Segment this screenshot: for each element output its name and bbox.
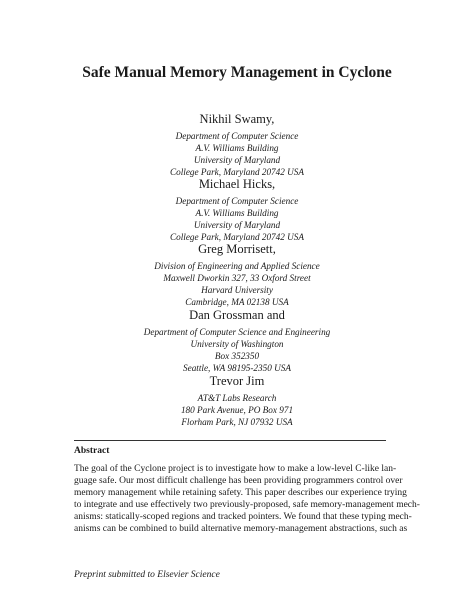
paper-title: Safe Manual Memory Management in Cyclone	[82, 64, 392, 81]
author-name: Nikhil Swamy,	[199, 112, 275, 126]
author-affiliation	[0, 195, 474, 243]
author-name: Michael Hicks,	[198, 177, 276, 191]
affiliation-line: Department of Computer Science	[175, 196, 299, 206]
author-name: Dan Grossman and	[189, 308, 285, 322]
affiliation-line: Florham Park, NJ 07932 USA	[181, 417, 293, 427]
abstract-top-rule	[74, 440, 386, 441]
affiliation-line: Department of Computer Science and Engineering	[143, 327, 331, 337]
abstract-line: to integrate and use effectively two previously-proposed, safe memory-management mech-	[74, 500, 420, 511]
abstract-line: guage safe. Our most difficult challenge has been providing programmers control over	[74, 476, 403, 487]
abstract-line: anisms: statically-scoped regions and tracked pointers. We found that these typing mech-	[74, 512, 412, 523]
affiliation-line: Cambridge, MA 02138 USA	[185, 297, 289, 307]
affiliation-line: 180 Park Avenue, PO Box 971	[180, 405, 294, 415]
abstract-heading: Abstract	[74, 446, 110, 456]
affiliation-line: Department of Computer Science	[175, 131, 299, 141]
abstract-line: The goal of the Cyclone project is to investigate how to make a low-level C-like lan-	[74, 464, 397, 474]
affiliation-line: Division of Engineering and Applied Science	[154, 261, 320, 271]
abstract-line: anisms can be combined to build alternative memory-management abstractions, such as	[74, 524, 408, 535]
author-affiliation	[0, 392, 474, 428]
author-name: Trevor Jim	[209, 374, 265, 388]
affiliation-line: A.V. Williams Building	[195, 143, 279, 153]
preprint-footer: Preprint submitted to Elsevier Science	[74, 570, 220, 580]
author-affiliation	[0, 260, 474, 308]
affiliation-line: Maxwell Dworkin 327, 33 Oxford Street	[163, 273, 311, 283]
author-affiliation	[0, 130, 474, 178]
author-affiliation	[0, 326, 474, 374]
affiliation-line: University of Maryland	[193, 155, 281, 165]
affiliation-line: College Park, Maryland 20742 USA	[170, 232, 304, 242]
abstract-body	[74, 463, 420, 536]
affiliation-line: University of Washington	[190, 339, 284, 349]
affiliation-line: AT&T Labs Research	[197, 393, 277, 403]
affiliation-line: Seattle, WA 98195-2350 USA	[183, 363, 291, 373]
affiliation-line: Box 352350	[214, 351, 260, 361]
affiliation-line: College Park, Maryland 20742 USA	[170, 167, 304, 177]
affiliation-line: Harvard University	[201, 285, 273, 295]
affiliation-line: A.V. Williams Building	[195, 208, 279, 218]
author-name: Greg Morrisett,	[198, 242, 276, 256]
abstract-line: memory management while retaining safety. This paper describes our experience trying	[74, 488, 407, 499]
affiliation-line: University of Maryland	[193, 220, 281, 230]
